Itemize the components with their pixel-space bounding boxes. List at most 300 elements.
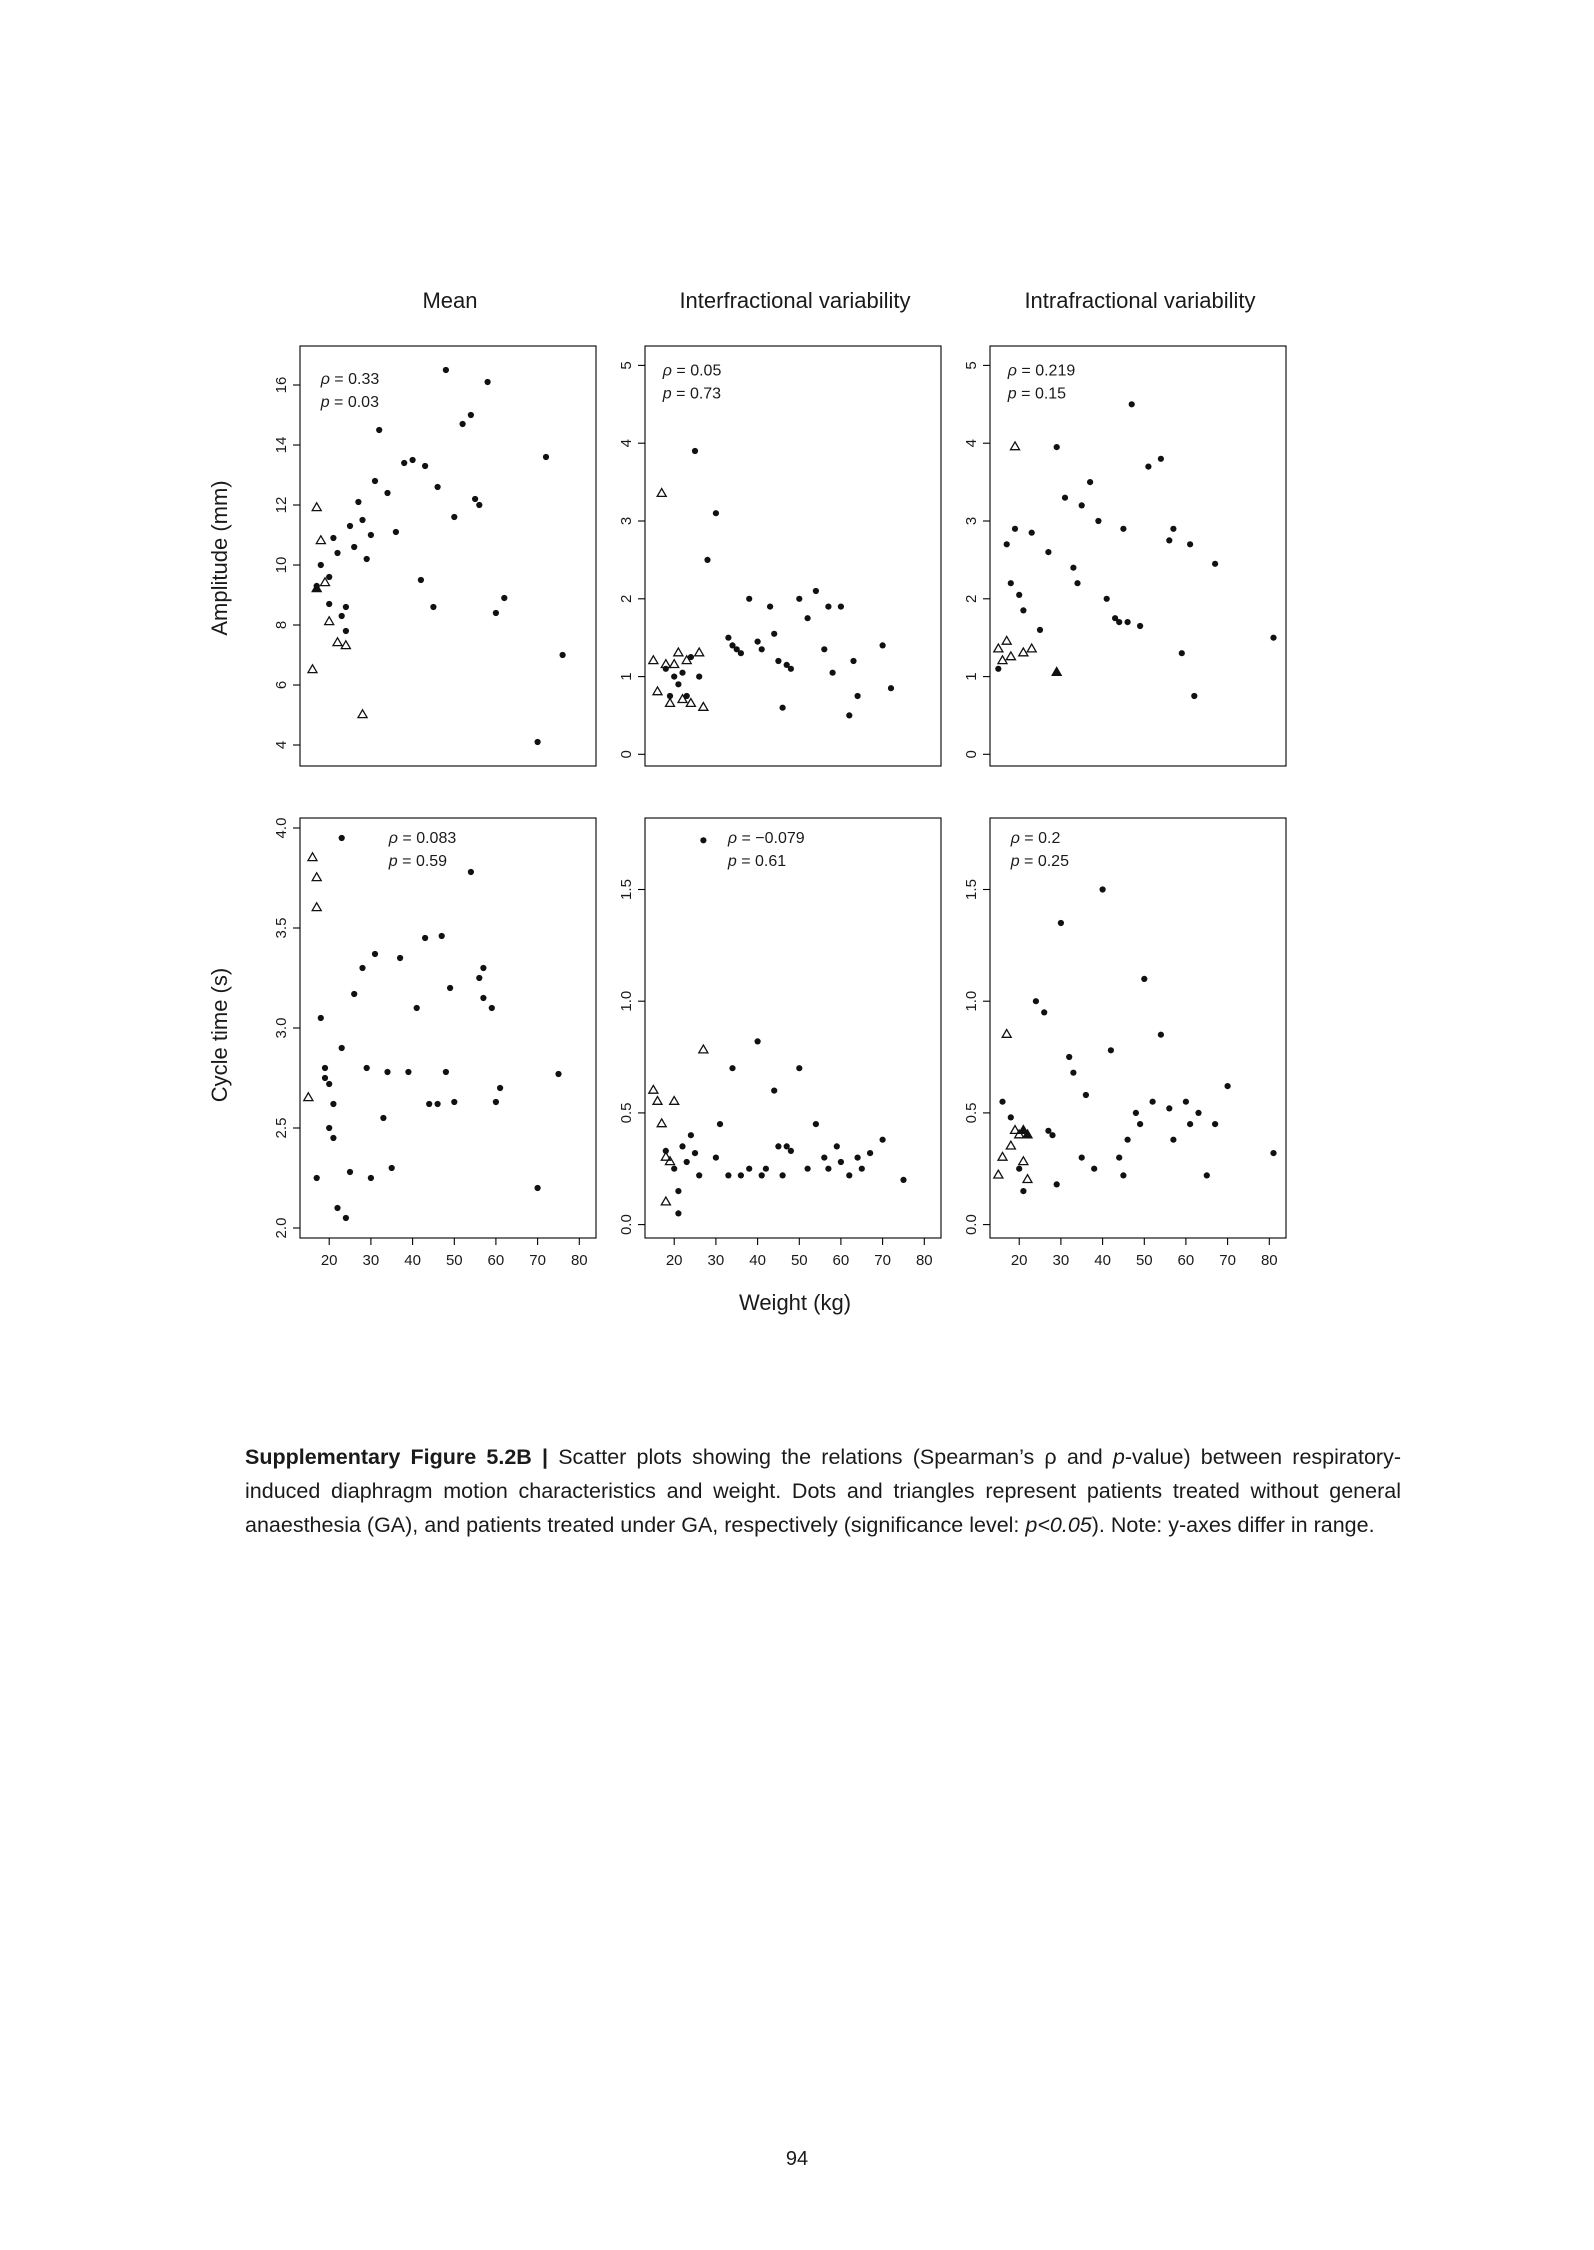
data-point-dot [389,1165,395,1171]
data-point-dot [775,658,781,664]
caption-segment: Supplementary Figure 5.2B | [245,1444,559,1469]
y-tick-label: 2.5 [272,1117,290,1139]
data-point-dot [1204,1172,1210,1178]
data-point-dot [771,1088,777,1094]
data-point-dot [725,635,731,641]
stat-rho: ρ = 0.219 [1007,362,1076,380]
data-point-dot [1004,541,1010,547]
data-point-dot [334,550,340,556]
data-point-dot [1158,456,1164,462]
data-point-dot [1095,518,1101,524]
data-point-dot [339,835,345,841]
y-tick-label: 1.0 [617,990,635,1012]
data-point-dot [376,427,382,433]
x-tick-label: 40 [749,1252,766,1269]
data-point-dot [1191,693,1197,699]
x-tick-label: 80 [915,1252,933,1269]
data-point-dot [696,674,702,680]
data-point-dot [439,933,445,939]
data-point-triangle [649,1085,658,1093]
data-point-dot [560,652,566,658]
data-point-dot [359,965,365,971]
x-tick-label: 50 [1135,1252,1153,1269]
y-tick-label: 4.0 [272,817,290,839]
data-point-dot [767,604,773,610]
data-point-dot [364,1065,370,1071]
data-point-dot [435,1101,441,1107]
x-tick-label: 30 [707,1252,725,1269]
data-point-dot [855,693,861,699]
data-point-dot [1179,650,1185,656]
stat-rho: ρ = 0.05 [662,362,722,380]
x-tick-label: 80 [570,1252,588,1269]
y-tick-label: 4 [962,439,980,448]
data-point-dot [880,1137,886,1143]
data-point-dot [675,1188,681,1194]
data-point-dot [738,1172,744,1178]
data-point-triangle [670,660,679,668]
data-point-dot [1008,580,1014,586]
data-point-dot [489,1005,495,1011]
data-point-dot [813,588,819,594]
data-point-dot [700,837,706,843]
data-point-dot [1141,976,1147,982]
data-point-dot [535,1185,541,1191]
x-tick-label: 60 [487,1252,505,1269]
data-point-triangle [1006,652,1015,660]
stat-rho: ρ = 0.2 [1010,830,1061,848]
data-point-dot [1170,1137,1176,1143]
data-point-dot [330,1101,336,1107]
scatter-panel-interfractional-cycle-time [600,812,945,1289]
data-point-dot [368,1175,374,1181]
data-point-triangle [333,638,342,646]
data-point-dot [713,1155,719,1161]
data-point-dot [1016,1166,1022,1172]
data-point-dot [468,412,474,418]
data-point-dot [359,517,365,523]
data-point-dot [414,1005,420,1011]
x-tick-label: 20 [320,1252,338,1269]
column-title-interfractional: Interfractional variability [679,288,911,313]
y-tick-label: 2 [962,594,980,603]
y-tick-label: 1 [962,672,980,681]
data-point-triangle [661,1197,670,1205]
x-tick-label: 50 [790,1252,808,1269]
data-point-dot [696,1172,702,1178]
data-point-dot [460,421,466,427]
data-point-dot [838,1159,844,1165]
data-point-dot [426,1101,432,1107]
data-point-dot [888,685,894,691]
plot-box [645,818,941,1238]
data-point-dot [763,1166,769,1172]
data-point-triangle [998,1152,1007,1160]
y-tick-label: 10 [272,556,290,574]
y-tick-label: 4 [617,439,635,448]
data-point-dot [995,666,1001,672]
data-point-dot [729,1065,735,1071]
data-point-dot [351,544,357,550]
data-point-dot [796,596,802,602]
y-axis-label-amplitude: Amplitude (mm) [207,480,232,636]
y-tick-label: 1.5 [962,879,980,900]
data-point-triangle [674,648,683,656]
data-point-dot [675,1210,681,1216]
data-point-dot [821,646,827,652]
data-point-dot [1195,1110,1201,1116]
data-point-dot [746,1166,752,1172]
data-point-triangle [312,584,321,592]
x-tick-label: 40 [1094,1252,1111,1269]
data-point-dot [343,604,349,610]
data-point-dot [725,1172,731,1178]
y-tick-label: 1.0 [962,990,980,1012]
data-point-dot [1020,1188,1026,1194]
data-point-dot [1070,1070,1076,1076]
y-tick-label: 0.0 [617,1214,635,1236]
data-point-triangle [994,644,1003,652]
data-point-triangle [1027,644,1036,652]
data-point-dot [846,1172,852,1178]
data-point-dot [322,1065,328,1071]
data-point-triangle [312,873,321,881]
data-point-dot [1133,1110,1139,1116]
data-point-triangle [653,687,662,695]
data-point-dot [372,478,378,484]
data-point-triangle [308,853,317,861]
data-point-dot [671,674,677,680]
column-title-intrafractional: Intrafractional variability [1024,288,1256,313]
data-point-dot [780,1172,786,1178]
data-point-triangle [316,536,325,544]
data-point-dot [1125,1137,1131,1143]
y-tick-label: 14 [272,436,290,454]
data-point-dot [759,646,765,652]
plot-box [990,818,1286,1238]
data-point-dot [468,869,474,875]
data-point-dot [675,681,681,687]
data-point-dot [1137,623,1143,629]
data-point-dot [364,556,370,562]
x-tick-label: 60 [832,1252,850,1269]
data-point-dot [476,975,482,981]
y-tick-label: 3 [962,516,980,526]
data-point-dot [1049,1132,1055,1138]
y-tick-label: 0.5 [617,1102,635,1124]
data-point-dot [322,1075,328,1081]
data-point-dot [380,1115,386,1121]
scatter-panel-mean-cycle-time [255,812,600,1289]
data-point-dot [401,460,407,466]
data-point-dot [1008,1114,1014,1120]
stat-rho: ρ = 0.33 [320,370,380,388]
data-point-dot [704,557,710,563]
data-point-dot [1170,526,1176,532]
data-point-dot [1125,619,1131,625]
data-point-dot [805,1166,811,1172]
data-point-dot [788,666,794,672]
stat-p: p = 0.61 [727,853,787,871]
data-point-dot [535,739,541,745]
stat-rho: ρ = 0.083 [388,830,457,848]
data-point-dot [850,658,856,664]
data-point-dot [1012,526,1018,532]
data-point-triangle [1006,1141,1015,1149]
data-point-dot [343,1215,349,1221]
y-tick-label: 5 [617,361,635,370]
page-number: 94 [785,2148,809,2170]
y-tick-label: 6 [272,680,290,690]
data-point-dot [485,379,491,385]
data-point-dot [1029,530,1035,536]
data-point-dot [1108,1047,1114,1053]
data-point-dot [688,1132,694,1138]
data-point-dot [1083,1092,1089,1098]
data-point-triangle [304,1093,313,1101]
data-point-dot [1091,1166,1097,1172]
data-point-dot [830,670,836,676]
data-point-dot [493,610,499,616]
y-tick-label: 16 [272,376,290,394]
data-point-dot [999,1099,1005,1105]
data-point-dot [384,1069,390,1075]
data-point-dot [1129,401,1135,407]
data-point-dot [1225,1083,1231,1089]
data-point-dot [1158,1032,1164,1038]
x-tick-label: 70 [529,1252,546,1269]
data-point-dot [1033,998,1039,1004]
data-point-triangle [670,1097,679,1105]
data-point-dot [451,1099,457,1105]
data-point-dot [1137,1121,1143,1127]
data-point-dot [480,995,486,1001]
data-point-dot [663,666,669,672]
y-tick-label: 0 [617,750,635,759]
data-point-dot [372,951,378,957]
data-point-dot [1020,607,1026,613]
data-point-dot [780,705,786,711]
data-point-dot [825,604,831,610]
data-point-dot [393,529,399,535]
data-point-dot [397,955,403,961]
data-point-dot [472,496,478,502]
data-point-dot [867,1150,873,1156]
data-point-dot [1145,464,1151,470]
scatter-plot-svg [255,812,600,1284]
data-point-dot [684,1159,690,1165]
data-point-triangle [341,641,350,649]
scatter-plot-svg [945,812,1290,1284]
data-point-dot [443,1069,449,1075]
y-tick-label: 12 [272,496,290,514]
data-point-dot [1187,541,1193,547]
data-point-triangle [699,1045,708,1053]
data-point-dot [347,1169,353,1175]
scatter-plot-svg [600,340,945,772]
data-point-dot [430,604,436,610]
data-point-dot [880,642,886,648]
data-point-triangle [649,656,658,664]
data-point-dot [422,463,428,469]
data-point-dot [339,613,345,619]
data-point-dot [334,1205,340,1211]
y-tick-label: 3.5 [272,917,290,939]
stat-p: p = 0.73 [662,385,722,403]
data-point-dot [497,1085,503,1091]
scatter-plot-svg [255,340,600,772]
data-point-dot [418,577,424,583]
data-point-dot [330,1135,336,1141]
data-point-dot [1212,561,1218,567]
data-point-dot [821,1155,827,1161]
data-point-dot [1212,1121,1218,1127]
x-tick-label: 20 [665,1252,683,1269]
data-point-dot [1066,1054,1072,1060]
stat-rho: ρ = −0.079 [727,830,805,848]
data-point-dot [443,367,449,373]
data-point-dot [1116,619,1122,625]
data-point-dot [838,604,844,610]
data-point-dot [1062,495,1068,501]
scatter-panel-intrafractional-amplitude [945,340,1290,777]
data-point-dot [543,454,549,460]
data-point-dot [900,1177,906,1183]
data-point-dot [1087,479,1093,485]
data-point-triangle [657,489,666,497]
x-tick-label: 20 [1010,1252,1028,1269]
data-point-dot [355,499,361,505]
data-point-dot [314,1175,320,1181]
data-point-dot [480,965,486,971]
data-point-triangle [666,699,675,707]
y-tick-label: 1 [617,672,635,681]
data-point-triangle [358,710,367,718]
data-point-dot [1079,1155,1085,1161]
data-point-dot [1100,886,1106,892]
x-tick-label: 30 [1052,1252,1070,1269]
data-point-dot [1120,526,1126,532]
y-tick-label: 8 [272,620,290,630]
data-point-dot [1270,1150,1276,1156]
data-point-dot [717,1121,723,1127]
data-point-triangle [312,503,321,511]
column-title-mean: Mean [422,288,478,313]
data-point-dot [330,535,336,541]
y-tick-label: 2 [617,594,635,603]
plot-box [990,346,1286,766]
data-point-dot [679,670,685,676]
data-point-dot [846,712,852,718]
stat-p: p = 0.59 [388,853,448,871]
data-point-dot [1054,1181,1060,1187]
stat-p: p = 0.25 [1010,853,1069,871]
y-tick-label: 1.5 [617,879,635,900]
data-point-dot [692,448,698,454]
data-point-dot [788,1148,794,1154]
scatter-plot-svg [600,812,945,1284]
data-point-dot [501,595,507,601]
data-point-dot [1041,1009,1047,1015]
data-point-dot [813,1121,819,1127]
data-point-dot [435,484,441,490]
data-point-dot [805,615,811,621]
caption-segment: ). Note: y-axes differ in range. [1091,1513,1375,1538]
stat-p: p = 0.03 [320,393,379,411]
y-axis-label-cycle-time: Cycle time (s) [207,967,232,1103]
data-point-triangle [325,617,334,625]
y-tick-label: 3.0 [272,1017,290,1039]
data-point-dot [859,1166,865,1172]
caption-segment: p [1112,1444,1125,1469]
data-point-triangle [699,703,708,711]
x-tick-label: 50 [445,1252,463,1269]
data-point-dot [771,631,777,637]
data-point-dot [1270,635,1276,641]
data-point-dot [1045,549,1051,555]
data-point-dot [1037,627,1043,633]
x-tick-label: 70 [1219,1252,1236,1269]
stat-p: p = 0.15 [1007,385,1067,403]
data-point-triangle [695,648,704,656]
data-point-dot [1150,1099,1156,1105]
data-point-dot [326,1081,332,1087]
data-point-dot [679,1143,685,1149]
x-tick-label: 30 [362,1252,380,1269]
data-point-triangle [312,903,321,911]
y-tick-label: 0.5 [962,1102,980,1124]
data-point-dot [1120,1172,1126,1178]
data-point-dot [343,628,349,634]
data-point-dot [326,601,332,607]
data-point-dot [351,991,357,997]
x-tick-label: 70 [874,1252,891,1269]
data-point-triangle [1023,1175,1032,1183]
data-point-dot [755,639,761,645]
data-point-dot [746,596,752,602]
x-tick-label: 80 [1260,1252,1278,1269]
data-point-triangle [1002,636,1011,644]
data-point-dot [347,523,353,529]
figure-caption [245,1440,1401,1543]
caption-segment: p<0.05 [1025,1513,1092,1538]
data-point-dot [1116,1155,1122,1161]
data-point-dot [796,1065,802,1071]
x-axis-label-weight: Weight (kg) [738,1290,852,1315]
data-point-dot [1187,1121,1193,1127]
data-point-dot [326,574,332,580]
data-point-dot [1074,580,1080,586]
data-point-dot [339,1045,345,1051]
data-point-dot [451,514,457,520]
data-point-dot [775,1143,781,1149]
x-tick-label: 40 [404,1252,421,1269]
data-point-triangle [657,1119,666,1127]
x-tick-label: 60 [1177,1252,1195,1269]
data-point-dot [326,1125,332,1131]
data-point-dot [410,457,416,463]
data-point-triangle [1019,1157,1028,1165]
scatter-panel-mean-amplitude [255,340,600,777]
data-point-dot [671,1166,677,1172]
data-point-triangle [308,665,317,673]
y-tick-label: 3 [617,516,635,526]
data-point-dot [1058,920,1064,926]
data-point-dot [318,562,324,568]
plot-box [300,818,596,1238]
data-point-dot [738,650,744,656]
data-point-dot [692,1150,698,1156]
